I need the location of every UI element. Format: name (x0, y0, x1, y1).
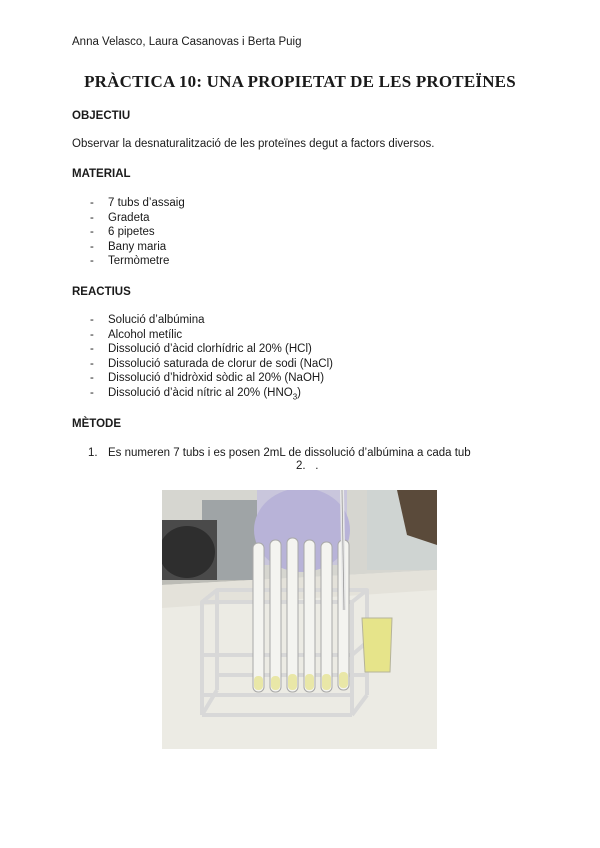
reactius-list (72, 313, 333, 401)
page-title: PRÀCTICA 10: UNA PROPIETAT DE LES PROTEÏNES (84, 72, 516, 91)
list-item: - Dissolució d’àcid clorhídric al 20% (HCl) (90, 343, 312, 356)
list-item: - Dissolució d’hidròxid sòdic al 20% (NaOH) (90, 372, 325, 385)
list-item: - 6 pipetes (90, 226, 155, 239)
material-list (72, 196, 185, 269)
material-heading: MATERIAL (72, 168, 131, 180)
list-item: - 7 tubs d’assaig (90, 197, 185, 209)
list-item: - Dissolució d’àcid nítric al 20% $(HNO_3)$ (90, 386, 301, 402)
reactius-heading: REACTIUS (72, 286, 131, 298)
list-item: - Gradeta (90, 211, 150, 224)
step-2: 2. . (296, 460, 319, 472)
list-item: - Solució d’albúmina (90, 314, 205, 326)
metode-heading: MÈTODE (72, 418, 121, 430)
list-item: - Termòmetre (90, 255, 170, 268)
metode-steps (72, 446, 471, 460)
list-item: - Bany maria (90, 240, 167, 253)
test-tube-rack-photo (162, 490, 437, 749)
list-item: - Dissolució saturada de clorur de sodi (NaCl) (90, 357, 333, 370)
objectiu-text: Observar la desnaturalització de les proteïnes degut a factors diversos. (72, 138, 435, 150)
objectiu-heading: OBJECTIU (72, 110, 131, 122)
list-item: - Alcohol metílic (90, 328, 183, 341)
authors-line: Anna Velasco, Laura Casanovas i Berta Puig (72, 36, 302, 48)
list-item: 1. Es numeren 7 tubs i es posen 2mL de dissolució d’albúmina a cada tub (88, 447, 471, 459)
